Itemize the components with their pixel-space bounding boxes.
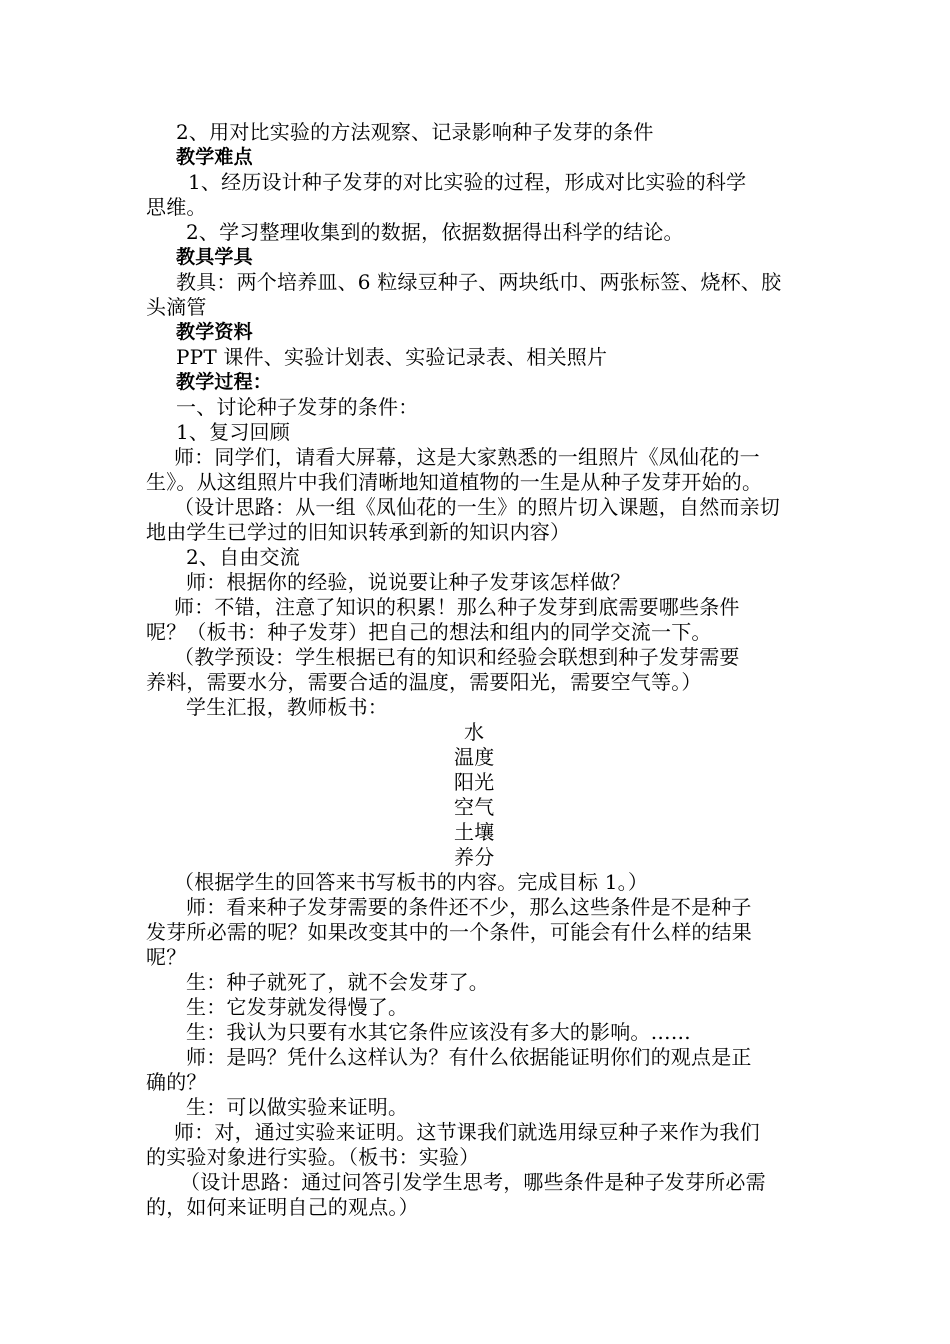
- teacher-line-1-cont: 生》。从这组照片中我们清晰地知道植物的一生是从种子发芽开始的。: [146, 470, 763, 494]
- teacher-line-5: 师：是吗？凭什么这样认为？有什么依据能证明你们的观点是正: [186, 1045, 752, 1069]
- document-page: [146, 120, 826, 1220]
- teacher-line-6: 师：对，通过实验来证明。这节课我们就选用绿豆种子来作为我们: [174, 1120, 760, 1144]
- heading-teaching-materials: 教学资料: [176, 321, 253, 343]
- teacher-line-4-cont: 发芽所必需的呢？如果改变其中的一个条件，可能会有什么样的结果: [146, 920, 752, 944]
- section-1-title: 一、讨论种子发芽的条件：: [176, 395, 419, 419]
- difficulty-line-1: 1、经历设计种子发芽的对比实验的过程，形成对比实验的科学: [188, 170, 747, 194]
- subsection-review: 1、复习回顾: [176, 420, 290, 444]
- preset-note: （教学预设：学生根据已有的知识和经验会联想到种子发芽需要: [174, 645, 740, 669]
- teacher-line-2: 师：根据你的经验，说说要让种子发芽该怎样做？: [186, 570, 631, 594]
- preset-note-cont: 养料，需要水分，需要合适的温度，需要阳光，需要空气等。）: [146, 670, 702, 694]
- board-item-air: 空气: [454, 795, 495, 819]
- difficulty-line-2: 2、学习整理收集到的数据，依据数据得出科学的结论。: [186, 220, 684, 244]
- student-line-4: 生：可以做实验来证明。: [186, 1095, 409, 1119]
- subsection-free-exchange: 2、自由交流: [186, 545, 300, 569]
- design-note-1-cont: 地由学生已学过的旧知识转承到新的知识内容）: [146, 520, 571, 544]
- board-item-temperature: 温度: [454, 745, 495, 769]
- aids-line: 教具：两个培养皿、6 粒绿豆种子、两块纸巾、两张标签、烧杯、胶: [176, 270, 782, 294]
- board-note: （根据学生的回答来书写板书的内容。完成目标 1。）: [174, 870, 649, 894]
- teacher-line-3: 师：不错，注意了知识的积累！那么种子发芽到底需要哪些条件: [174, 595, 740, 619]
- heading-teaching-process: 教学过程：: [176, 371, 273, 393]
- board-item-nutrients: 养分: [454, 845, 495, 869]
- aids-line-cont: 头滴管: [146, 295, 207, 319]
- design-note-2-cont: 的，如何来证明自己的观点。）: [146, 1195, 419, 1219]
- student-line-2: 生：它发芽就发得慢了。: [186, 995, 409, 1019]
- design-note-1: （设计思路：从一组《凤仙花的一生》的照片切入课题，自然而亲切: [174, 495, 780, 519]
- student-line-3: 生：我认为只要有水其它条件应该没有多大的影响。……: [186, 1020, 691, 1044]
- teacher-line-1: 师：同学们，请看大屏幕，这是大家熟悉的一组照片《凤仙花的一: [174, 445, 760, 469]
- teacher-line-3-cont: 呢？（板书：种子发芽）把自己的想法和组内的同学交流一下。: [146, 620, 712, 644]
- student-report-line: 学生汇报，教师板书：: [186, 695, 388, 719]
- teacher-line-5-cont: 确的？: [146, 1070, 207, 1094]
- design-note-2: （设计思路：通过问答引发学生思考，哪些条件是种子发芽所必需: [180, 1170, 766, 1194]
- heading-teaching-difficulty: 教学难点: [176, 146, 253, 168]
- teacher-line-4-cont2: 呢？: [146, 945, 187, 969]
- goal-line-2: 2、用对比实验的方法观察、记录影响种子发芽的条件: [176, 120, 654, 144]
- board-item-water: 水: [464, 720, 485, 744]
- teacher-line-6-cont: 的实验对象进行实验。（板书：实验）: [146, 1145, 480, 1169]
- board-item-soil: 土壤: [454, 820, 495, 844]
- board-item-sunlight: 阳光: [454, 770, 495, 794]
- student-line-1: 生：种子就死了，就不会发芽了。: [186, 970, 489, 994]
- difficulty-line-1-cont: 思维。: [146, 195, 207, 219]
- teacher-line-4: 师：看来种子发芽需要的条件还不少，那么这些条件是不是种子: [186, 895, 752, 919]
- materials-line: PPT 课件、实验计划表、实验记录表、相关照片: [176, 345, 608, 369]
- heading-teaching-aids: 教具学具: [176, 246, 253, 268]
